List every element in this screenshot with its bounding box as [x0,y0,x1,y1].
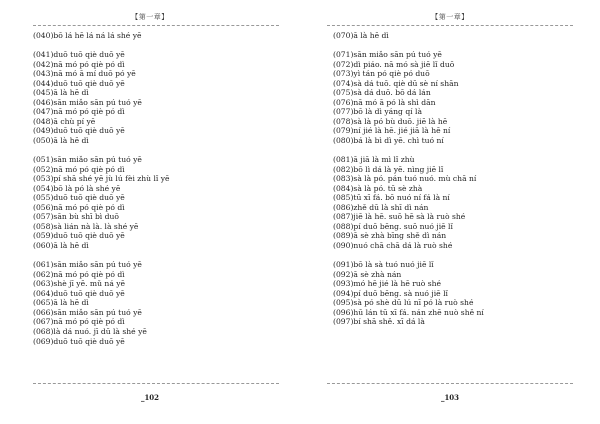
text-line: (082)bō lì dá là yē. nìng jiē lǐ [333,164,444,174]
text-block [333,31,579,327]
text-line: (060)ā là hē dì [33,241,89,251]
text-line: (086)zhě dū là shī dì nán [333,202,429,212]
text-line: (057)sān bù shī bì duō [33,212,119,222]
text-line: (071)sān miǎo sān pú tuó yē [333,50,442,60]
text-line: (068)là dá nuó. jī dū là shé yē [33,326,147,336]
text-line: (047)nā mó pó qiè pó dì [33,107,125,117]
blank-line [33,146,279,156]
blank-line [333,146,579,156]
text-line: (074)sà dá tuō. qiè dū sè ní shān [333,78,459,88]
text-line: (048)ā chù pí yē [33,116,96,126]
text-line: (053)pí shā shé yē jù lú fèi zhù lǐ yē [33,174,170,184]
text-line: (058)sà lián nà là. là shé yē [33,221,139,231]
text-line: (096)hū lán tū xī fá. nán zhē nuò shě ní [333,307,484,317]
text-line: (081)ā jiā là mì lǐ zhù [333,155,415,165]
text-line: (076)nā mó ā pó là shì dān [333,97,436,107]
text-line: (091)bō là sà tuó nuó jiē lǐ [333,260,434,270]
text-line: (084)sà là pó. tū sè zhà [333,183,423,193]
text-line: (050)ā là hē dì [33,136,89,146]
text-line: (094)pí duō bēng. sà nuó jiē lǐ [333,288,448,298]
text-line: (089)ā sè zhà bīng shě dì nán [333,231,447,241]
blank-line [333,251,579,261]
text-line: (067)nā mó pó qiè pó dì [33,317,125,327]
header-divider [33,25,279,26]
text-line: (049)duō tuō qiè duō yē [33,126,125,136]
text-line: (055)duō tuō qiè duō yē [33,193,125,203]
text-line: (052)nā mó pó qiè pó dì [33,164,125,174]
text-block [33,31,279,346]
text-line: (064)duō tuō qiè duō yē [33,288,125,298]
text-line: (042)nā mó pó qiè pó dì [33,59,125,69]
text-line: (045)ā là hē dì [33,88,89,98]
page-header: 【第一章】 [131,13,169,21]
text-line: (043)nā mó ā mí duō pó yē [33,69,136,79]
text-line: (069)duō tuō qiè duō yē [33,336,125,346]
footer-divider [33,383,279,384]
text-line: (046)sān miǎo sān pú tuó yē [33,97,142,107]
text-line: (056)nā mó pó qiè pó dì [33,202,125,212]
text-line: (061)sān miǎo sān pú tuó yē [33,260,142,270]
text-line: (054)bō là pó là shé yē [33,183,121,193]
text-line: (079)ní jié là hē. jié jiā là hē ní [333,126,451,136]
right-page [300,0,600,424]
text-line: (088)pí duō bēng. suō nuó jiē lǐ [333,221,453,231]
text-line: (066)sān miǎo sān pú tuó yē [33,307,142,317]
blank-line [33,41,279,51]
footer-divider [327,383,573,384]
blank-line [33,251,279,261]
page-header: 【第一章】 [431,13,469,21]
text-line: (090)nuó chā chā dá là ruò shé [333,241,453,251]
page-number: _103 [440,393,460,402]
text-line: (072)dì piáo. nā mó sà jiē lǐ duō [333,59,455,69]
text-line: (092)ā sè zhà nán [333,269,402,279]
text-line: (080)bá là bì dì yē. chì tuó ní [333,136,444,146]
text-line: (087)jiē là hē. suō hē sà là ruò shé [333,212,466,222]
text-line: (073)yì tán pó qiè pó duō [333,69,430,79]
text-line: (070)ā là hē dì [333,31,389,40]
text-line: (044)duō tuō qiè duō yē [33,78,125,88]
header-divider [327,25,573,26]
text-line: (062)nā mó pó qiè pó dì [33,269,125,279]
text-line: (095)sà pó shè dū lú nī pó là ruò shé [333,298,474,308]
text-line: (075)sà dá duō. bō dá lán [333,88,431,98]
text-line: (093)mó hē jié là hē ruò shé [333,279,442,289]
blank-line [333,41,579,51]
text-line: (083)sà là pó. pán tuó nuó. mù chā ní [333,174,477,184]
text-line: (085)tū xī fá. bō nuó ní fá là ní [333,193,450,203]
text-line: (063)shè jī yē. mǔ ná yē [33,279,126,289]
text-line: (078)sà là pó bù duō. jiē là hē [333,116,448,126]
text-line: (040)bō lá hē lá ná lá shé yē [33,31,142,40]
page-number: _102 [140,393,160,402]
text-line: (041)duō tuō qiè duō yē [33,50,125,60]
text-line: (051)sān miǎo sān pú tuó yē [33,155,142,165]
text-line: (077)bō là dì yáng qí là [333,107,422,117]
text-line: (065)ā là hē dì [33,298,89,308]
text-line: (059)duō tuō qiè duō yē [33,231,125,241]
text-line: (097)bí shā shě. xī dá là [333,317,425,327]
